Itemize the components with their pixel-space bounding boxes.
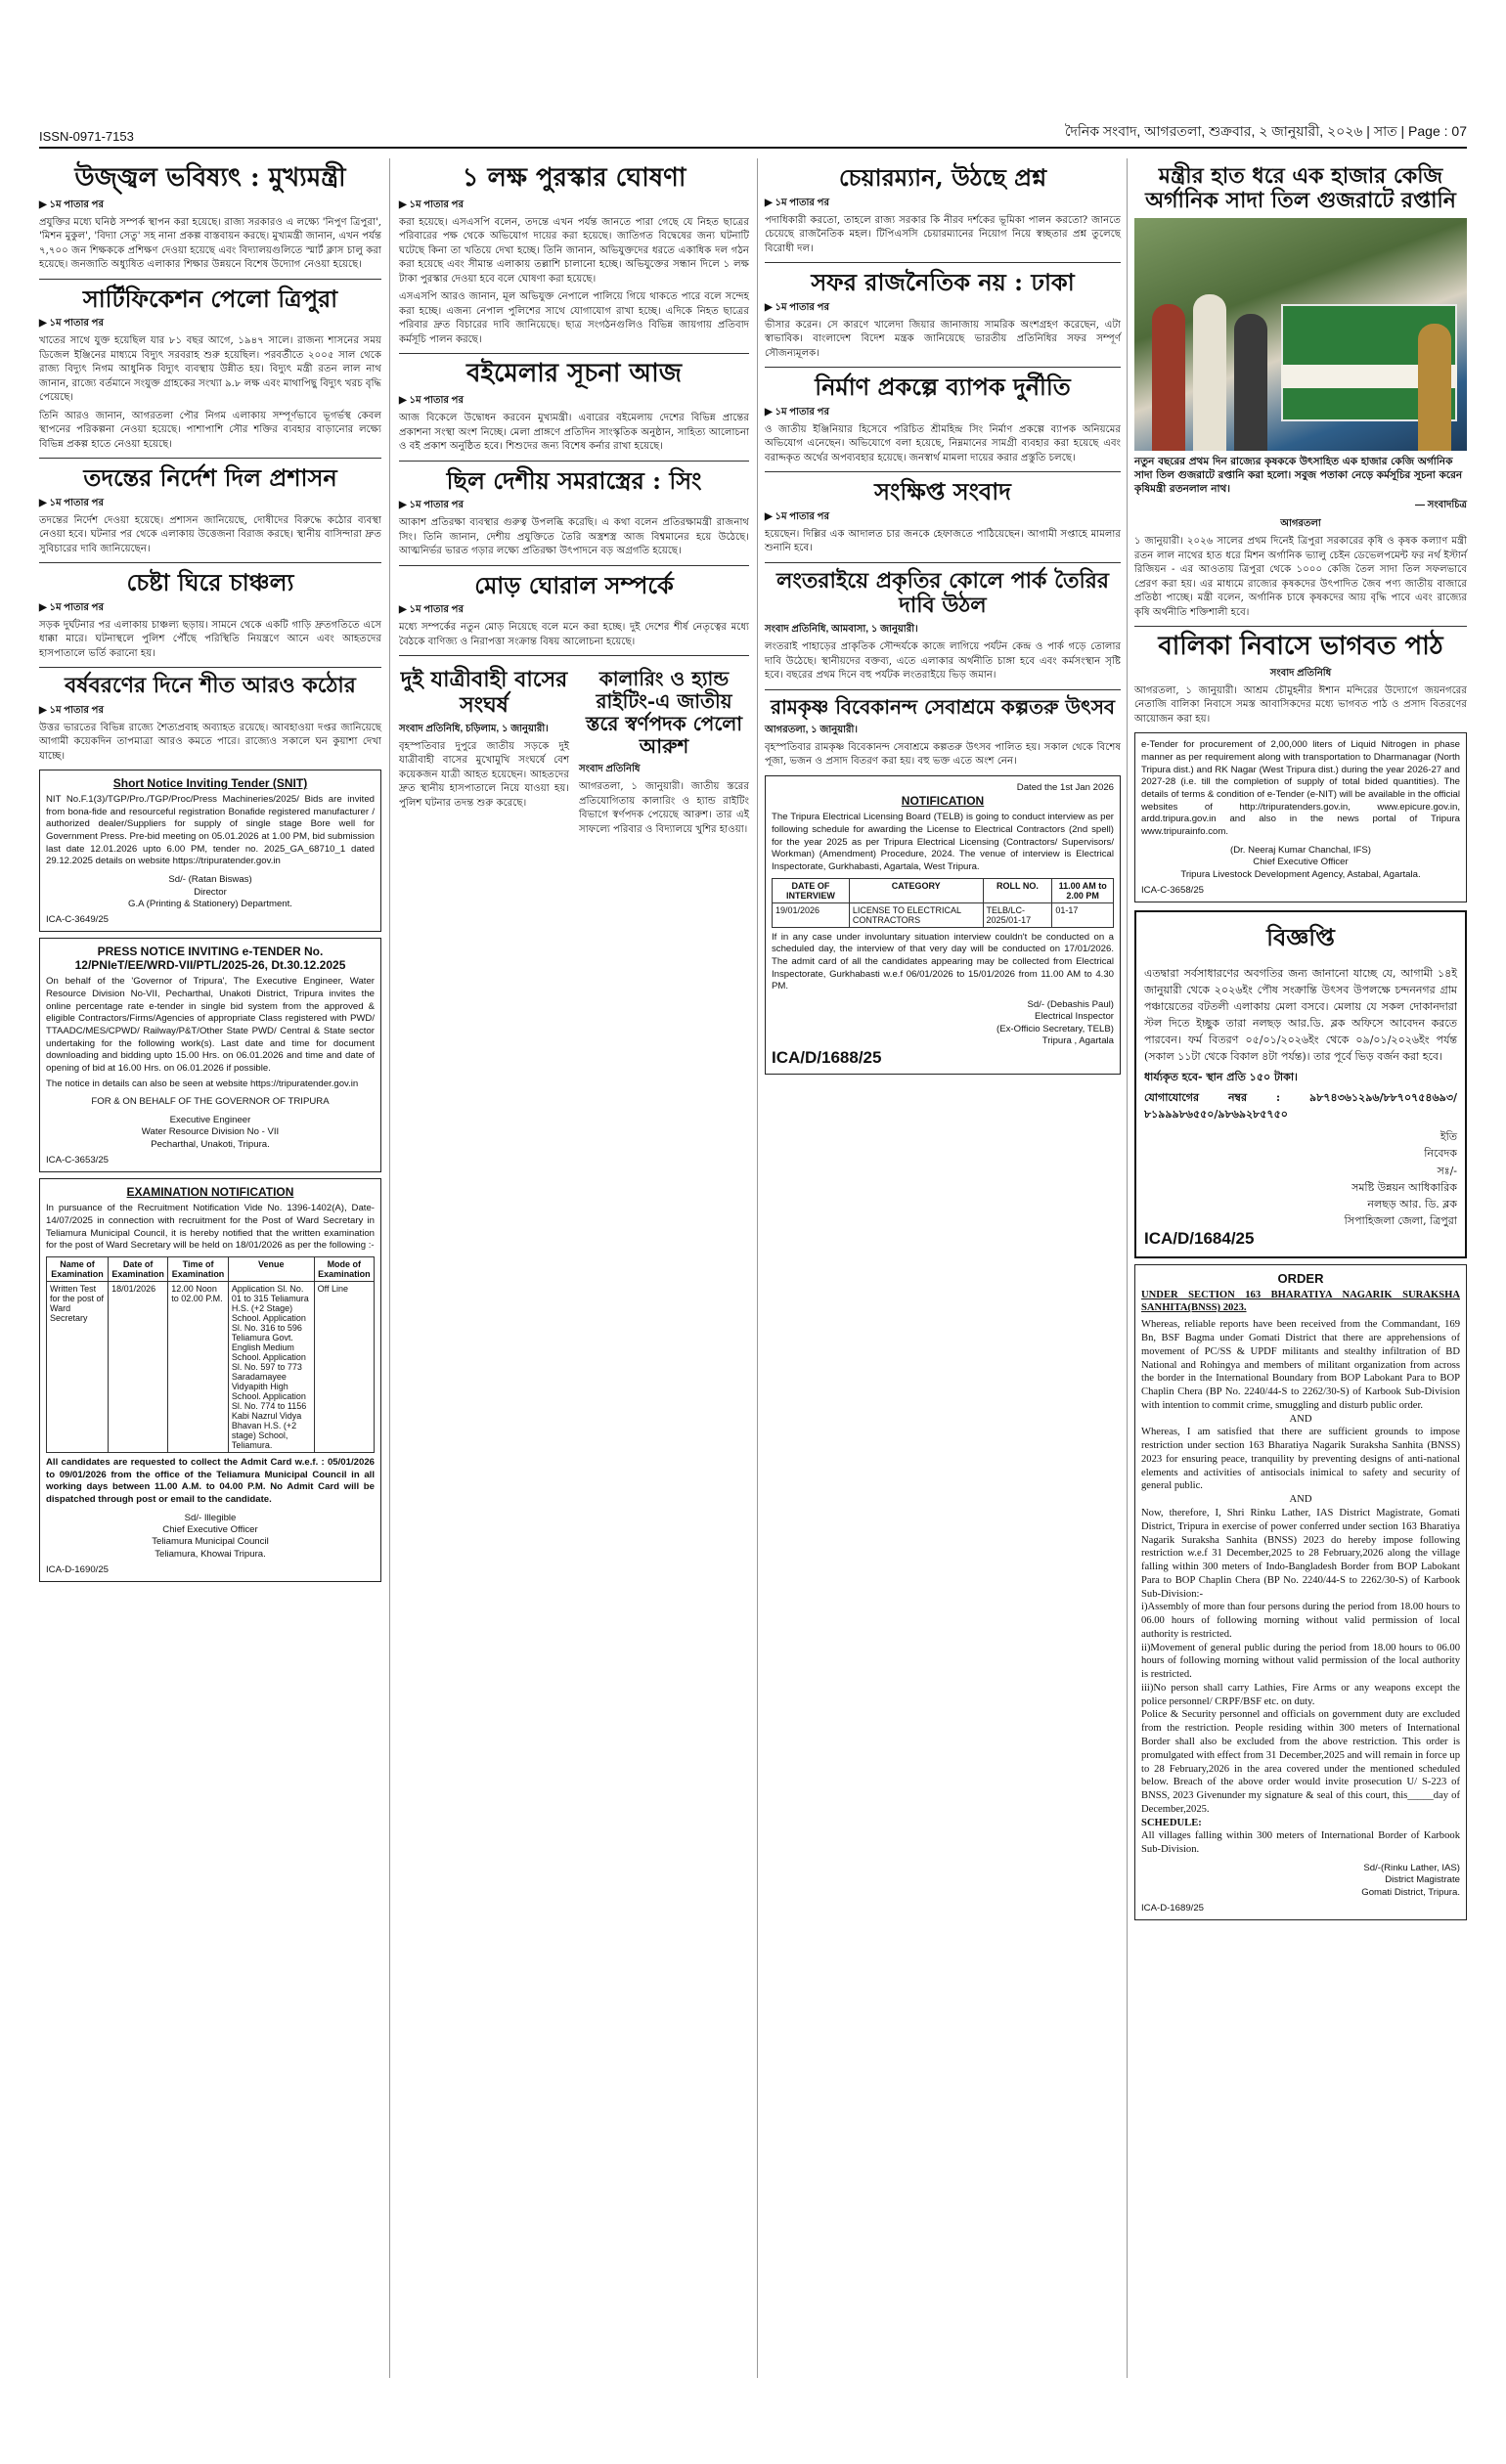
press-notice-advertisement [39,938,381,1172]
headline-longtharai-park: লংতরাইয়ে প্রকৃতির কোলে পার্ক তৈরির দাবি উঠল [776,567,1109,618]
order-notice [1134,1264,1467,1921]
telb-text-2: If in any case under involuntary situation interview couldn't be conducted on a scheduled day, the interview of that very day will be conducted on 17/01/2026. The admit card of all the candidates appearing may be collected from Electrical Inspectorate, Gurkhabasti w.e.f 06/01/2026 to 15/01/2026 from 11.00 AM to 4.30 PM. [772,931,1114,992]
press-notice-behalf: FOR & ON BEHALF OF THE GOVERNOR OF TRIPURA [91,1096,330,1108]
column-4 [1134,158,1467,1926]
exam-header: Name of Examination [47,1256,109,1281]
snit-signature: Sd/- (Ratan Biswas) Director G.A (Printing & Stationery) Department. [128,874,292,910]
order-subtitle: UNDER SECTION 163 BHARATIYA NAGARIK SURAKSHA SANHITA(BNSS) 2023. [1141,1289,1460,1314]
table-row [47,1281,375,1452]
e-tender-ica: ICA-C-3658/25 [1141,885,1204,897]
article-text: লংতরাই পাহাড়ের প্রাকৃতিক সৌন্দর্যকে কাজে লাগিয়ে পর্যটন কেন্দ্র ও পার্ক গড়ে তোলার দাবি উঠেছে। স্থানীয়দের বক্তব্য, এতে এলাকার অর্থনীতি চাঙ্গা হবে এবং কর্মসংস্থান সৃষ্টি হবে। বছরের প্রথম দিনে বহু পর্যটক লংতরাইয়ে ভিড় জমান। [765,641,1121,682]
order-schedule-label: SCHEDULE: [1141,1817,1202,1828]
telb-title: NOTIFICATION [901,794,985,809]
continued-label: ▶ ১ম পাতার পর [765,301,829,313]
article-text: তদন্তের নির্দেশ দেওয়া হয়েছে। প্রশাসন জানিয়েছে, দোষীদের বিরুদ্ধে কঠোর ব্যবস্থা নেওয়া হবে। ঘটনার পর থেকে এলাকায় উত্তেজনা বিরাজ করছে। স্থানীয় বাসিন্দারা দ্রুত সুবিচারের দাবি জানিয়েছেন। [39,514,381,554]
snit-text: NIT No.F.1(3)/TGP/Pro./TGP/Proc/Press Machineries/2025/ Bids are invited from bona-fide and resourceful registration Bonafide registered manufacturer / authorized dealer/Suppliers for supply of single stage Bore well for Government Press. Pre-bid meeting on 05.01.2026 at 1.00 PM, bid submission last date 12.01.2026 upto 6.00 PM, tender no. 2025_GA_68710_1 dated 29.12.2025 details on website https://tripuratender.gov.in [46,794,375,867]
notice-text: এতদ্বারা সর্বসাধারণের অবগতির জন্য জানানো যাচ্ছে যে, আগামী ১৪ই জানুয়ারী থেকে ২০২৬ইং পৌষ সংক্রান্তি উৎসব উপলক্ষে চন্দননগর গ্রাম পঞ্চায়েতের বটতলী এলাকায় মেলা বসবে। মেলায় যে সকল দোকানদারা স্টল দিতে ইচ্ছুক তারা নলছড় আর.ডি. ব্লক অফিসে আবেদন করতে পারবেন। ফর্ম বিতরণ ০৫/০১/২০২৬ইং থেকে ০৯/০১/২০২৬ইং পর্যন্ত (সকাল ১১টা থেকে বিকাল ৪টা পর্যন্ত)। তার পূর্বে ভিড় বর্জন করা হবে। [1144,967,1457,1064]
article-text: ভীসার করেন। সে কারণে খালেদা জিয়ার জানাজায় সামরিক অংশগ্রহণ করেছেন, এটা স্বাভাবিক। বাংলাদেশ বিদেশ মন্ত্রক জানিয়েছে ভারতীয় প্রতিনিধির সফর সম্পূর্ণ সৌজন্যমূলক। [765,319,1121,359]
headline-relations: মোড় ঘোরাল সম্পর্কে [474,570,674,599]
continued-label: ▶ ১ম পাতার পর [765,197,829,208]
telb-header: 11.00 AM to 2.00 PM [1052,878,1114,902]
order-and: AND [1289,1413,1312,1425]
exam-table [46,1256,375,1453]
column-3 [765,158,1121,1080]
continued-label: ▶ ১ম পাতার পর [39,318,104,330]
continued-label: ▶ ১ম পাতার পর [765,406,829,418]
issn: ISSN-0971-7153 [39,129,134,144]
telb-cell: 19/01/2026 [773,902,850,927]
article-text: হয়েছেন। দিল্লির এক আদালত চার জনকে হেফাজতে পাঠিয়েছেন। আগামী সপ্তাহে মামলার শুনানি হবে। [765,528,1121,554]
headline-sensation: চেষ্টা ঘিরে চাঞ্চল্য [126,568,294,597]
headline-dhaka-visit: সফর রাজনৈতিক নয় : ঢাকা [811,268,1075,297]
table-row [773,902,1114,927]
exam-cell: 12.00 Noon to 02.00 P.M. [168,1281,229,1452]
headline-investigation: তদন্তের নির্দেশ দিল প্রশাসন [83,463,337,493]
article-text: প্রযুক্তির মধ্যে ঘনিষ্ঠ সম্পর্ক স্থাপন করা হয়েছে। রাজ্য সরকারও এ লক্ষ্যে 'নিপুণ ত্রিপুরা', 'মিশন মুকুল', 'বিদ্যা সেতু' সহ নানা প্রকল্প বাস্তবায়ন করছে। মুখ্যমন্ত্রী জানান, এখন পর্যন্ত ৭,৭০০ জন শিক্ষককে প্রশিক্ষণ দেওয়া হয়েছে এবং বিদ্যালয়গুলিতে স্মার্ট ক্লাস চালু করা হয়েছে। জনজাতি অধ্যুষিত এলাকার শিক্ষার উন্নয়নে বিশেষ উদ্যোগ নেওয়া হয়েছে। [39,216,381,271]
person-graphic [1234,314,1267,451]
headline-winter: বর্ষবরণের দিনে শীত আরও কঠোর [65,673,356,699]
article-text: মধ্যে সম্পর্কের নতুন মোড় নিয়েছে বলে মনে করা হচ্ছে। দুই দেশের শীর্ষ নেতৃত্বের মধ্যে বৈঠকে বাণিজ্য ও নিরাপত্তা সংক্রান্ত বিষয় আলোচনা হয়েছে। [399,622,749,647]
headline-reward: ১ লক্ষ পুরস্কার ঘোষণা [462,163,687,193]
article-text: খাতের সাথে যুক্ত হয়েছিল যার ৮১ বছর আগে, ১৯৪৭ সালে। রাজন্য শাসনের সময় ডিজেল ইঞ্জিনের মাধ্যমে বিদ্যুৎ সরবরাহ শুরু হয়েছিল। পরবর্তীতে ২০০৫ সাল থেকে রাজ্য বিদ্যুৎ নিগম আধুনিক বিদ্যুৎ ব্যবস্থায় উন্নীত হয়। বিদ্যুৎ মন্ত্রী রতন লাল নাথ জানান, রাজ্যে বর্তমানে সংযুক্ত গ্রাহকের সংখ্যা ৯.৮ লক্ষ এবং মাথাপিছু বিদ্যুৎ খরচ বৃদ্ধি পেয়েছে। [39,335,381,404]
column-2 [399,158,749,841]
article-text: তিনি আরও জানান, আগরতলা পৌর নিগম এলাকায় সম্পূর্ণভাবে ভূগর্ভস্থ কেবল স্থাপনের পরিকল্পনা নেওয়া হয়েছে। পাশাপাশি সৌর শক্তির ব্যবহার বাড়ানোর লক্ষ্যে বিভিন্ন প্রকল্প হাতে নেওয়া হয়েছে। [39,410,381,450]
headline-gold-medal: কালারিং ও হ্যান্ড রাইটিং-এ জাতীয় স্তরে স্বর্ণপদক পেলো আরুশ [585,667,743,759]
telb-header: CATEGORY [849,878,983,902]
e-tender-text: e-Tender for procurement of 2,00,000 liters of Liquid Nitrogen in phase manner as per requirement along with transportation to Dharmanagar (North Tripura dist.) and RK Nagar (West Tripura dist.) during the year 2026-27 and 2027-28 (i.e. till the completion of supply of total bided quantities). The details of terms & condition of e-Tender (e-NIT) will be available in the official websites of http://tripuratenders.gov.in, www.epicure.gov.in, ardd.tripura.gov.in and also in the news portal of Tripura www.tripurainfo.com. [1141,739,1460,837]
article-text: উত্তর ভারতের বিভিন্ন রাজ্যে শৈত্যপ্রবাহ অব্যাহত রয়েছে। আবহাওয়া দপ্তর জানিয়েছে আগামী কয়েকদিন তাপমাত্রা আরও কমতে পারে। রাজ্যেও সকালে ঘন কুয়াশা দেখা যাচ্ছে। [39,722,381,762]
order-paragraph: Now, therefore, I, Shri Rinku Lather, IAS District Magistrate, Gomati District, Tripura in exercise of power conferred under section 163 Bharatiya Nagarik Suraksha Sanhita (BNSS) 2023 do hereby impose following restriction w.e.f 31 December,2025 to 28 February,2026 along the village falling within 300 meters of Indo-Bangladesh Border from BOP Labokant Para to BOP Chaplin Chera (BP No. 2240/44-S to 2262/30-S) of Karbook Sub-Division:- [1141,1507,1460,1600]
dateline-label: সংবাদ প্রতিনিধি, চড়িলাম, ১ জানুয়ারী। [399,723,549,734]
notice-ica: ICA/D/1684/25 [1144,1228,1255,1248]
article-text: সড়ক দুর্ঘটনার পর এলাকায় চাঞ্চল্য ছড়ায়। সামনে থেকে একটি গাড়ি দ্রুতগতিতে এসে ধাক্কা মারে। ঘটনাস্থলে পুলিশ পৌঁছে পরিস্থিতি নিয়ন্ত্রণে আনে এবং আহতদের হাসপাতালে ভর্তি করানো হয়। [39,619,381,659]
article-text: আগরতলা, ১ জানুয়ারী। জাতীয় স্তরের প্রতিযোগিতায় কালারিং ও হ্যান্ড রাইটিং বিভাগে স্বর্ণপদক পেয়েছে আরুশ। তার এই সাফল্যে পরিবার ও বিদ্যালয়ে খুশির হাওয়া। [579,781,749,835]
e-tender-advertisement [1134,732,1467,902]
headline-brief-news: সংক্ষিপ্ত সংবাদ [874,477,1011,506]
telb-text: The Tripura Electrical Licensing Board (TELB) is going to conduct interview as per following schedule for awarding the License to Electrical Contractors (2nd spell) for the year 2025 as per Tripura Electrical Licensing (Contractors/ Supervisors/ Workman) (Amendment) Procedure, 2024. The venue of interview is Electrical Inspectorate, Gurkhabasti, Agartala, West Tripura. [772,812,1114,872]
continued-label: ▶ ১ম পাতার পর [765,510,829,522]
byline-label: সংবাদ প্রতিনিধি [1269,667,1332,679]
continued-label: ▶ ১ম পাতার পর [399,198,464,210]
notice-contact: যোগাযোগের নম্বর : ৯৮৭৪৩৬১২৯৬/৮৮৭০৭৫৪৬৯৩/ ৮১৯৯৯৮৬৫৫০/৯৮৬৯২৮৫৭৫০ [1144,1091,1457,1122]
order-paragraph: Whereas, reliable reports have been received from the Commandant, 169 Bn, BSF Bagma under Gomati District that there are apprehensions of movement of PC/SS & UPDF militants and stealthy infiltration of BD National and Rohingya and members of militant organization from across the border in the International Boundary from BOP Labokant Para to BOP Chaplin Chera (BP No. 2240/44-S to 2262/30-S) of Karbook Sub-Division with intention to commit crime, smuggling and disturb public order. [1141,1319,1460,1411]
article-text: বৃহস্পতিবার দুপুরে জাতীয় সড়কে দুই যাত্রীবাহী বাসের মুখোমুখি সংঘর্ষে বেশ কয়েকজন যাত্রী আহত হয়েছেন। আহতদের দ্রুত স্থানীয় হাসপাতালে নিয়ে যাওয়া হয়। পুলিশ ঘটনার তদন্ত শুরু করেছে। [399,740,569,809]
article-text: এসএসপি আরও জানান, মূল অভিযুক্ত নেপালে পালিয়ে গিয়ে থাকতে পারে বলে সন্দেহ করা হচ্ছে। এজন্য নেপাল পুলিশের সাথে যোগাযোগ রাখা হচ্ছে। এদিকে নিহত ছাত্রের পরিবার দ্রুত বিচারের দাবি জানিয়েছে। ছাত্র সংগঠনগুলিও বিভিন্ন জায়গায় প্রতিবাদ কর্মসূচি পালন করছে। [399,291,749,345]
order-ica: ICA-D-1689/25 [1141,1903,1204,1914]
snit-title: Short Notice Inviting Tender (SNIT) [112,776,308,791]
notice-title: বিজ্ঞপ্তি [1266,923,1335,952]
continued-label: ▶ ১ম পাতার পর [399,395,464,407]
telb-signature: Sd/- (Debashis Paul) Electrical Inspector (Ex-Officio Secretary, TELB) Tripura , Agartala [997,998,1114,1047]
continued-label: ▶ ১ম পাতার পর [39,704,104,716]
press-notice-title: PRESS NOTICE INVITING e-TENDER No. 12/PNIeT/EE/WRD-VII/PTL/2025-26, Dt.30.12.2025 [74,945,346,973]
exam-header: Venue [228,1256,314,1281]
person-graphic [1418,324,1451,451]
headline-kalpataru: রামকৃষ্ণ বিবেকানন্দ সেবাশ্রমে কল্পতরু উৎসব [770,694,1116,719]
exam-cell: Application Sl. No. 01 to 315 Teliamura H.S. (+2 Stage) School. Application Sl. No. 316 to 596 Teliamura Govt. English Medium School. Application Sl. No. 597 to 773 Saradamayee Vidyapith High School. Application Sl. No. 774 to 1156 Kabi Nazrul Vidya Bhavan H.S. (+2 stage) School, Teliamura. [228,1281,314,1452]
telb-cell: 01-17 [1052,902,1114,927]
masthead [39,125,1467,149]
headline-certification: সার্টিফিকেশন পেলো ত্রিপুরা [82,284,338,313]
column-1 [39,158,381,1588]
order-clause: i)Assembly of more than four persons during the period from 18.00 hours to 06.00 hours of following morning without valid permission of local authority is restricted. [1141,1602,1460,1640]
order-schedule: All villages falling within 300 meters of International Border of Karbook Sub-Division. [1141,1830,1460,1856]
person-graphic [1152,304,1185,451]
exam-ica: ICA-D-1690/25 [46,1564,109,1576]
article-text: আগরতলা, ১ জানুয়ারী। আশ্রম চৌমুহনীর ঈশান মন্দিরের উদ্যোগে জয়নগরের নেতাজি বালিকা নিবাসে সমস্ত আবাসিকদের মধ্যে ভাগবত পাঠ ও প্রসাদ বিতরণের আয়োজন করা হয়। [1134,684,1467,725]
snit-ica: ICA-C-3649/25 [46,914,109,926]
headline-bhagavat-path: বালিকা নিবাসে ভাগবত পাঠ [1158,632,1443,662]
photo-credit: — সংবাদচিত্র [1414,500,1467,511]
exam-header: Date of Examination [109,1256,168,1281]
e-tender-signature: (Dr. Neeraj Kumar Chanchal, IFS) Chief Executive Officer Tripura Livestock Development Agency, Astabal, Agartala. [1180,844,1421,880]
exam-note: All candidates are requested to collect the Admit Card w.e.f. : 05/01/2026 to 09/01/2026 from the office of the Teliamura Municipal Council in all working days between 11.00 A.M. to 04.00 P.M. No Admit Card will be dispatched through post or email to the candidate. [46,1456,375,1505]
order-signature: Sd/-(Rinku Lather, IAS) District Magistrate Gomati District, Tripura. [1361,1862,1460,1898]
article-text: আজ বিকেলে উদ্বোধন করবেন মুখ্যমন্ত্রী। এবারের বইমেলায় দেশের বিভিন্ন প্রান্তের প্রকাশনা সংস্থা অংশ নিচ্ছে। মেলা প্রাঙ্গণে প্রতিদিন সাংস্কৃতিক অনুষ্ঠান, সাহিত্য আলোচনা ও বই প্রকাশ অনুষ্ঠিত হবে। শিশুদের জন্য বিশেষ কর্নার রাখা হয়েছে। [399,413,749,453]
exam-header: Mode of Examination [314,1256,374,1281]
byline-label: আগরতলা [1280,518,1321,530]
article-text: ও জাতীয় ইঞ্জিনিয়ার হিসেবে পরিচিত শ্রীমহিন্দ্র সিং নির্মাণ প্রকল্পে ব্যাপক অনিয়মের অভিযোগ এনেছেন। অভিযোগে বলা হয়েছে, নিম্নমানের সামগ্রী ব্যবহার করা হয়েছে এবং বরাদ্দকৃত অর্থের অপব্যবহার হয়েছে। জনস্বার্থ মামলা দায়ের করার প্রস্তুতি চলছে। [765,423,1121,463]
bengali-notice [1134,910,1467,1258]
exam-header: Time of Examination [168,1256,229,1281]
press-notice-signature: Executive Engineer Water Resource Division No - VII Pecharthal, Unakoti, Tripura. [141,1114,280,1150]
photo-caption: নতুন বছরের প্রথম দিন রাজ্যের কৃষককে উৎসাহিত এক হাজার কেজি অর্গানিক সাদা তিল গুজরাটে রপ্তানি করা হলো। সবুজ পতাকা নেড়ে কর্মসূচির সূচনা করেন কৃষিমন্ত্রী রতনলাল নাথ। [1134,455,1463,495]
exam-notification [39,1178,381,1582]
continued-label: ▶ ১ম পাতার পর [39,601,104,613]
press-notice-website: The notice in details can also be seen at website https://tripuratender.gov.in [46,1078,359,1089]
notice-signature: ইতি নিবেদক সঃ/- সমষ্টি উন্নয়ন আধিকারিক নলছড় আর. ডি. ব্লক সিপাহিজলা জেলা, ত্রিপুরা [1344,1130,1457,1227]
notice-fee: ধার্য্যকৃত হবে- স্থান প্রতি ১৫০ টাকা। [1144,1071,1298,1084]
exam-signature: Sd/- Illegible Chief Executive Officer Teliamura Municipal Council Teliamura, Khowai Tripura. [152,1512,269,1560]
dateline: দৈনিক সংবাদ, আগরতলা, শুক্রবার, ২ জানুয়ারী, ২০২৬ | সাত | Page : 07 [1064,123,1467,139]
article-text: পদাধিকারী করতো, তাহলে রাজ্য সরকার কি নীরব দর্শকের ভূমিকা পালন করতো? জানতে চেয়েছে রাজনৈতিক মহল। টিপিএসসি চেয়ারম্যানের নিয়োগ নিয়ে স্বচ্ছতার প্রশ্ন তুলেছে বিরোধী দল। [765,214,1121,254]
exam-title: EXAMINATION NOTIFICATION [126,1185,294,1200]
order-paragraph: Whereas, I am satisfied that there are sufficient grounds to impose restriction under section 163 Bharatiya Nagarik Suraksha Sanhita (BNSS) 2023 for ensuring peace, tranquility by preventing designs of anti-national elements and activities of antisocials inimical to safety and security of general public. [1141,1427,1460,1492]
continued-label: ▶ ১ম পাতার পর [399,604,464,616]
headline-bus-collision: দুই যাত্রীবাহী বাসের সংঘর্ষ [400,667,568,718]
article-text: করা হয়েছে। এসএসপি বলেন, তদন্তে এখন পর্যন্ত জানতে পারা গেছে যে নিহত ছাত্রের পরিবারের পক্ষ থেকে অভিযোগ দায়ের করা হয়েছে। জাতিগত বিদ্বেষের জন্য ঘটনাটি ঘটেছে কিনা তা খতিয়ে দেখা হচ্ছে। তিনি জানান, অভিযুক্তদের ধরতে একাধিক দল গঠন করা হয়েছে এবং সীমান্ত এলাকায় তল্লাশি চালানো হচ্ছে। অভিযুক্তের সন্ধান দিলে ১ লক্ষ টাকা পুরস্কার দেওয়া হবে বলে ঘোষণা করা হয়েছে। [399,216,749,285]
exam-cell: Written Test for the post of Ward Secretary [47,1281,109,1452]
order-clause: iii)No person shall carry Lathies, Fire Arms or any weapons except the police personnel/ CRPF/BSF etc. on duty. [1141,1682,1460,1707]
continued-label: ▶ ১ম পাতার পর [399,500,464,511]
telb-notification [765,775,1121,1075]
headline-cm-future: উজ্জ্বল ভবিষ্যৎ : মুখ্যমন্ত্রী [74,163,346,193]
telb-table [772,878,1114,928]
person-graphic [1193,294,1226,451]
headline-indigenous-weapons: ছিল দেশীয় সমরাস্ত্রের : সিং [446,465,702,495]
dateline-label: সংবাদ প্রতিনিধি, আমবাসা, ১ জানুয়ারী। [765,624,918,636]
exam-cell: 18/01/2026 [109,1281,168,1452]
telb-cell: TELB/LC-2025/01-17 [983,902,1052,927]
byline-label: সংবাদ প্রতিনিধি [579,764,641,775]
snit-advertisement [39,770,381,932]
order-and: AND [1289,1494,1312,1506]
press-notice-text: On behalf of the 'Governor of Tripura', The Executive Engineer, Water Resource Division No-VII, Pecharthal, Unakoti District, Tripura invites the online percentage rate e-tender in single bid system from the approved & eligible Contractors/Firms/Agencies of appropriate Class registered with PWD/ TTAADC/MES/CPWD/ Railway/P&T/Other State PWD/ Central & State sector undertaking for the following work(s). Last date and time for document downloading and bidding upto 15.00 Hrs. on 06.01.2026 and time and date of opening of bid at 16.00 Hrs. on 06.01.2026 if possible. [46,976,375,1075]
headline-corruption: নির্মাণ প্রকল্পে ব্যাপক দুর্নীতি [815,373,1071,402]
telb-date: Dated the 1st Jan 2026 [1016,781,1114,793]
continued-label: ▶ ১ম পাতার পর [39,497,104,508]
order-paragraph: Police & Security personnel and officials on government duty are excluded from the restriction. People residing within 300 meters of International Border shall also be excluded from the above restriction. This order is promulgated with effect from 31 December,2025 and will remain in force up to 28 February,2026 in the area covered under the mentioned scheduled below. Breach of the above order would invite prosecution U/ S-223 of BNSS, 2023 Givenunder my signature & seal of this court, this_____day of December,2025. [1141,1709,1460,1815]
press-notice-ica: ICA-C-3653/25 [46,1155,109,1166]
news-photo [1134,218,1467,451]
exam-text: In pursuance of the Recruitment Notification Vide No. 1396-1402(A), Date- 14/07/2025 in connection with recruitment for the Post of Ward Secretary in Teliamura Municipal Council, it is hereby notified that the written examination for the post of Ward Secretary will be held on 18/01/2026 as per the following :- [46,1203,375,1252]
dateline-label: আগরতলা, ১ জানুয়ারী। [765,724,858,735]
article-text: বৃহস্পতিবার রামকৃষ্ণ বিবেকানন্দ সেবাশ্রমে কল্পতরু উৎসব পালিত হয়। সকাল থেকে বিশেষ পূজা, ভজন ও প্রসাদ বিতরণ করা হয়। বহু ভক্ত এতে অংশ নেন। [765,741,1121,768]
telb-header: ROLL NO. [983,878,1052,902]
article-text: ১ জানুয়ারী। ২০২৬ সালের প্রথম দিনেই ত্রিপুরা সরকারের কৃষি ও কৃষক কল্যাণ মন্ত্রী রতন লাল নাথের হাত ধরে মিশন অর্গানিক ভ্যালু চেইন ডেভেলপমেন্ট ফর নর্থ ইস্টার্ন রিজিয়ন - এর আওতায় ত্রিপুরা থেকে ১০০০ কেজি তৈল সাদা তিল সফলভাবে প্রেরণ করা হয়। এর মাধ্যমে রাজ্যের কৃষকদের উৎপাদিত জৈব পণ্য জাতীয় বাজারে প্রতিষ্ঠা পাচ্ছে। মন্ত্রী বলেন, অর্গানিক চাষে কৃষকদের আয় বৃদ্ধি পাবে এবং রাজ্যের কৃষি অর্থনীতি শক্তিশালী হবে। [1134,536,1467,618]
headline-organic-sesame: মন্ত্রীর হাত ধরে এক হাজার কেজি অর্গানিক সাদা তিল গুজরাটে রপ্তানি [1145,163,1456,214]
telb-cell: LICENSE TO ELECTRICAL CONTRACTORS [849,902,983,927]
telb-header: DATE OF INTERVIEW [773,878,850,902]
headline-chairman: চেয়ারম্যান, উঠছে প্রশ্ন [838,163,1047,192]
order-clause: ii)Movement of general public during the period from 18.00 hours to 06.00 hours of following morning without valid permission of the local authority is restricted. [1141,1642,1460,1681]
exam-cell: Off Line [314,1281,374,1452]
continued-label: ▶ ১ম পাতার পর [39,198,104,210]
order-title: ORDER [1277,1270,1324,1286]
article-text: আকাশ প্রতিরক্ষা ব্যবস্থার গুরুত্ব উপলব্ধি করেছি। এ কথা বলেন প্রতিরক্ষামন্ত্রী রাজনাথ সিং। তিনি জানান, দেশীয় প্রযুক্তিতে তৈরি অস্ত্রশস্ত্র আজ বিশ্বমানের হয়ে উঠেছে। আত্মনির্ভর ভারত গড়ার লক্ষ্যে প্রতিরক্ষা উৎপাদনে বড় অগ্রগতি হয়েছে। [399,517,749,557]
telb-ica: ICA/D/1688/25 [772,1047,882,1067]
headline-book-fair: বইমেলার সূচনা আজ [465,359,683,389]
